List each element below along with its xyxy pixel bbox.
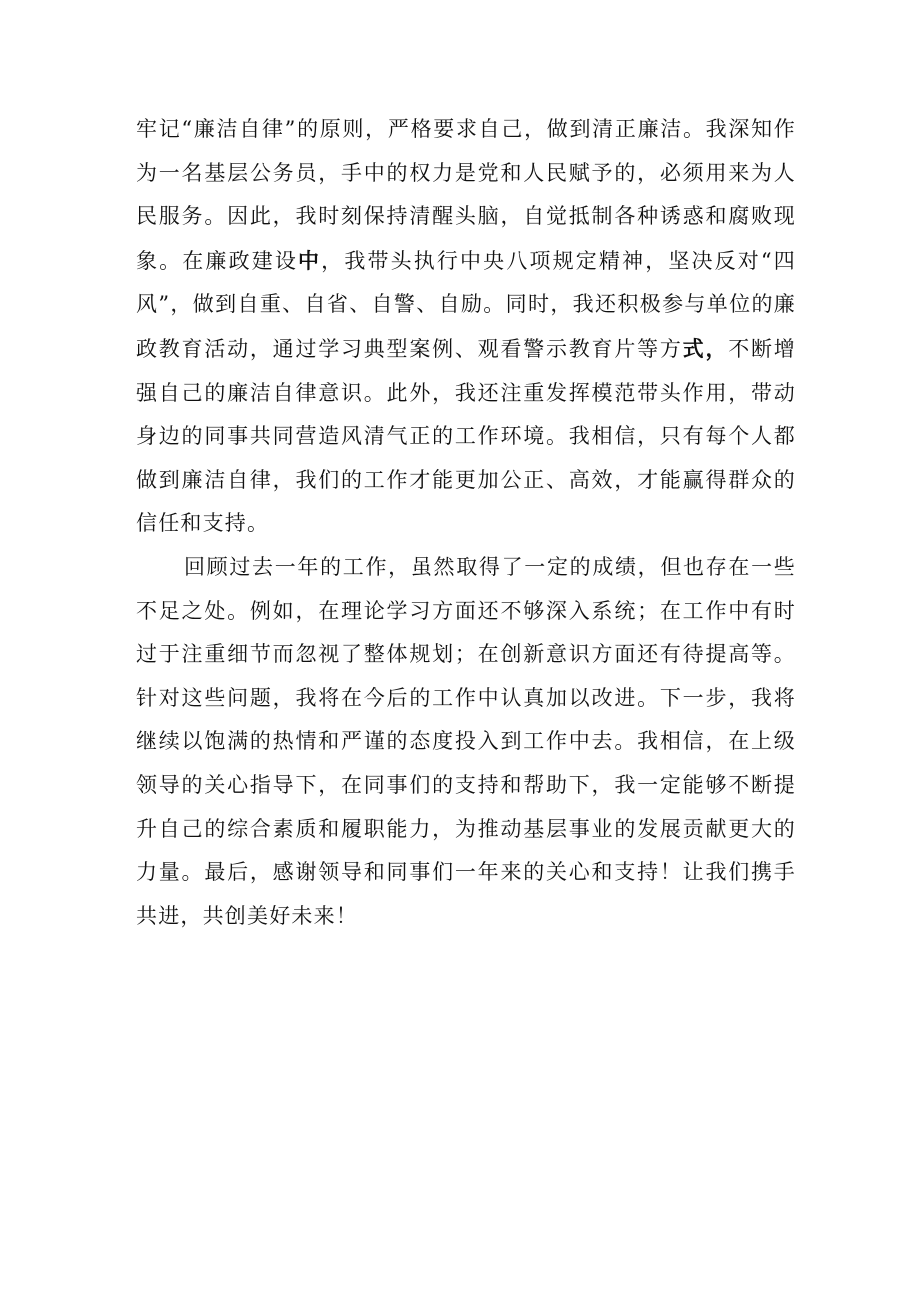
- paragraph-integrity-text-3: 不断增强自己的廉洁自律意识。此外，我还注重发挥模范带头作用，带动身边的同事共同营造风清气正的工作环境。我相信，只有每个人都做到廉洁自律，我们的工作才能更加公正、高效，才能赢得群众的信任和支持。: [136, 336, 796, 536]
- paragraph-review: 回顾过去一年的工作，虽然取得了一定的成绩，但也存在一些不足之处。例如，在理论学习方面还不够深入系统；在工作中有时过于注重细节而忽视了整体规划；在创新意识方面还有待提高等。针对这些问题，我将在今后的工作中认真加以改进。下一步，我将继续以饱满的热情和严谨的态度投入到工作中去。我相信，在上级领导的关心指导下，在同事们的支持和帮助下，我一定能够不断提升自己的综合素质和履职能力，为推动基层事业的发展贡献更大的力量。最后，感谢领导和同事们一年来的关心和支持！让我们携手共进，共创美好未来！: [136, 554, 796, 928]
- bold-char-zhong: 中: [298, 247, 322, 273]
- paragraph-integrity-text-2: ，我带头执行中央八项规定精神，坚决反对“四风”，做到自重、自省、自警、自励。同时，我还积极参与单位的廉政教育活动，通过学习典型案例、观看警示教育片等方: [136, 248, 797, 361]
- paragraph-integrity: [136, 108, 796, 546]
- paragraph-integrity-text-1: 牢记“廉洁自律”的原则，严格要求自己，做到清正廉洁。我深知作为一名基层公务员，手中的权力是党和人民赋予的，必须用来为人民服务。因此，我时刻保持清醒头脑，自觉抵制各种诱惑和腐败现象。在廉政建设: [136, 117, 796, 273]
- bold-char-shi: 式，: [682, 335, 729, 361]
- body-text: [136, 108, 796, 938]
